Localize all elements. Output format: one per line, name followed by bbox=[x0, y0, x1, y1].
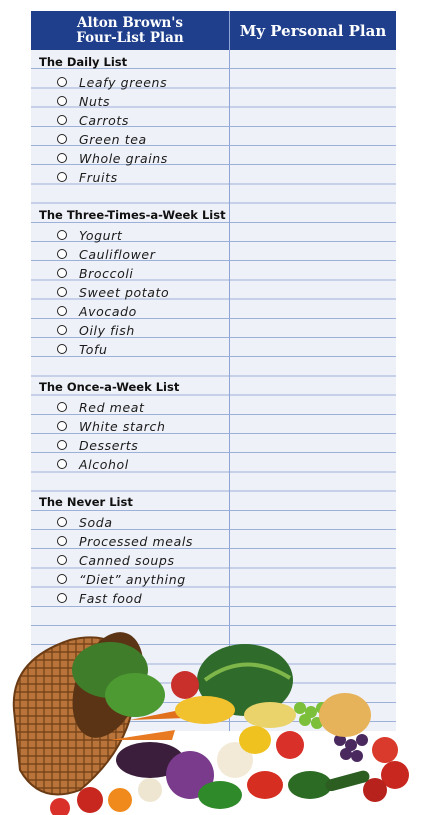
checkbox-circle-icon[interactable] bbox=[57, 536, 67, 546]
list-item[interactable]: Broccoli bbox=[57, 265, 134, 281]
list-item[interactable]: “Diet” anything bbox=[57, 571, 186, 587]
section-title-never: The Never List bbox=[39, 495, 133, 509]
section-title-once-a-week: The Once-a-Week List bbox=[39, 380, 180, 394]
list-item[interactable]: Fruits bbox=[57, 169, 118, 185]
checkbox-circle-icon[interactable] bbox=[57, 172, 67, 182]
plan-title-line2: Four-List Plan bbox=[76, 29, 184, 46]
plan-title bbox=[31, 11, 229, 50]
section-title-three-times: The Three-Times-a-Week List bbox=[39, 208, 226, 222]
checkbox-circle-icon[interactable] bbox=[57, 287, 67, 297]
checkbox-circle-icon[interactable] bbox=[57, 459, 67, 469]
section-title-daily: The Daily List bbox=[39, 55, 128, 69]
checkbox-circle-icon[interactable] bbox=[57, 325, 67, 335]
checkbox-circle-icon[interactable] bbox=[57, 268, 67, 278]
list-item[interactable]: Red meat bbox=[57, 399, 145, 415]
checkbox-circle-icon[interactable] bbox=[57, 344, 67, 354]
list-item[interactable]: Canned soups bbox=[57, 552, 175, 568]
list-item[interactable]: White starch bbox=[57, 418, 166, 434]
list-item[interactable]: Leafy greens bbox=[57, 74, 167, 90]
list-item[interactable]: Alcohol bbox=[57, 456, 129, 472]
list-item[interactable]: Sweet potato bbox=[57, 284, 169, 300]
checkbox-circle-icon[interactable] bbox=[57, 421, 67, 431]
checkbox-circle-icon[interactable] bbox=[57, 555, 67, 565]
list-item[interactable]: Processed meals bbox=[57, 533, 193, 549]
list-item[interactable]: Nuts bbox=[57, 93, 110, 109]
basket-of-vegetables-image bbox=[0, 600, 424, 815]
checkbox-circle-icon[interactable] bbox=[57, 440, 67, 450]
checkbox-circle-icon[interactable] bbox=[57, 115, 67, 125]
checkbox-circle-icon[interactable] bbox=[57, 77, 67, 87]
checkbox-circle-icon[interactable] bbox=[57, 96, 67, 106]
checkbox-circle-icon[interactable] bbox=[57, 306, 67, 316]
list-item[interactable]: Whole grains bbox=[57, 150, 168, 166]
checkbox-circle-icon[interactable] bbox=[57, 249, 67, 259]
list-item[interactable]: Soda bbox=[57, 514, 113, 530]
checkbox-circle-icon[interactable] bbox=[57, 402, 67, 412]
checkbox-circle-icon[interactable] bbox=[57, 517, 67, 527]
list-item[interactable]: Carrots bbox=[57, 112, 129, 128]
list-item[interactable]: Green tea bbox=[57, 131, 147, 147]
list-item[interactable]: Cauliflower bbox=[57, 246, 155, 262]
checkbox-circle-icon[interactable] bbox=[57, 134, 67, 144]
checkbox-circle-icon[interactable] bbox=[57, 574, 67, 584]
list-item[interactable]: Desserts bbox=[57, 437, 138, 453]
list-item[interactable]: Oily fish bbox=[57, 322, 135, 338]
checkbox-circle-icon[interactable] bbox=[57, 153, 67, 163]
checkbox-circle-icon[interactable] bbox=[57, 230, 67, 240]
list-item[interactable]: Tofu bbox=[57, 341, 107, 357]
header-bar bbox=[31, 11, 396, 50]
list-item[interactable]: Avocado bbox=[57, 303, 137, 319]
personal-plan-title: My Personal Plan bbox=[239, 21, 387, 40]
list-item[interactable]: Fast food bbox=[57, 590, 142, 606]
plan-title-line1: Alton Brown's bbox=[76, 14, 184, 31]
list-item[interactable]: Yogurt bbox=[57, 227, 122, 243]
